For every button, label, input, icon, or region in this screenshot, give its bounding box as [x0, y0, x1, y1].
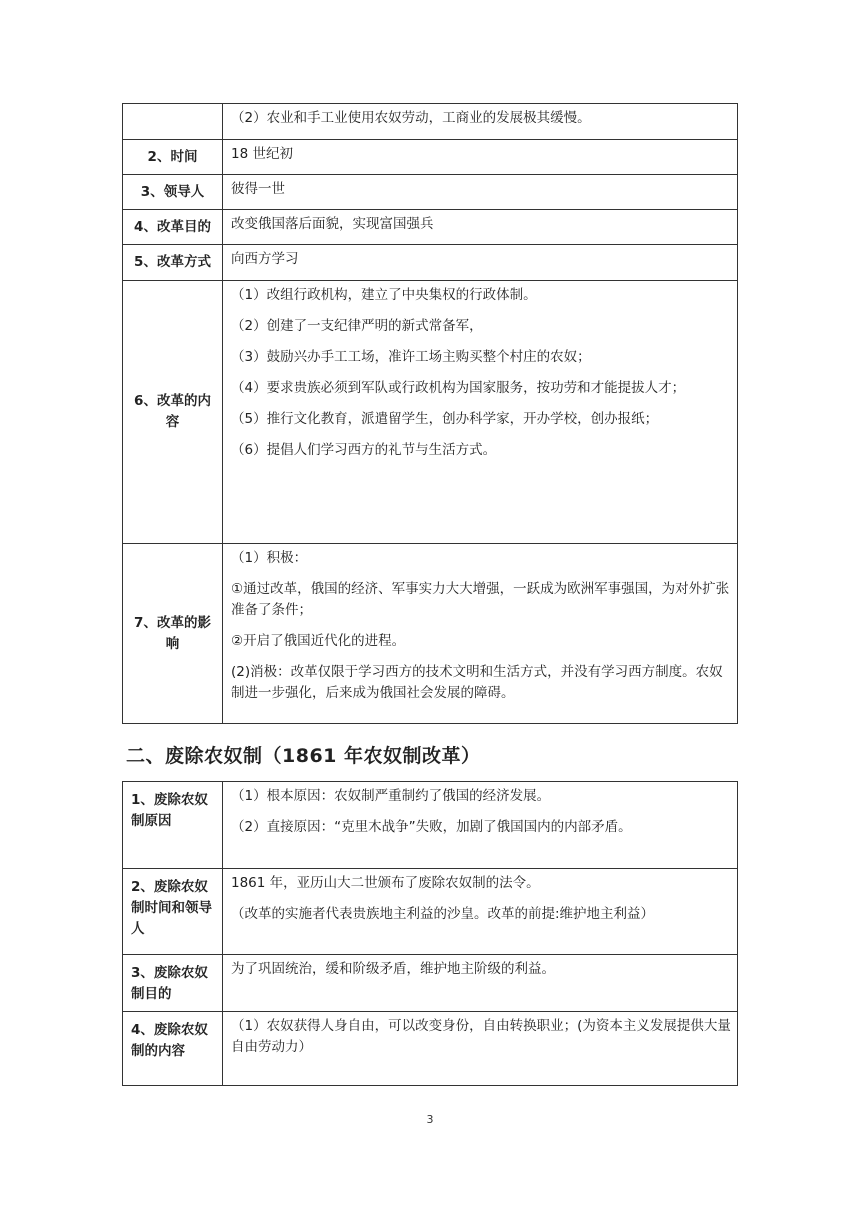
- content-line: （4）要求贵族必须到军队或行政机构为国家服务，按功劳和才能提拔人才；: [231, 380, 686, 396]
- row-content: [223, 140, 738, 175]
- content-line: （5）推行文化教育，派遣留学生，创办科学家，开办学校，创办报纸；: [231, 411, 659, 427]
- content-line: （6）提倡人们学习西方的礼节与生活方式。: [231, 442, 497, 458]
- row-label: 4、废除农奴制的内容: [123, 1012, 223, 1086]
- content-line: （2）农业和手工业使用农奴劳动，工商业的发展极其缓慢。: [231, 110, 591, 126]
- page-number: 3: [426, 1113, 434, 1126]
- row-content: [223, 955, 738, 1012]
- section-title: 二、废除农奴制（1861 年农奴制改革）: [126, 745, 481, 767]
- row-content: [223, 104, 738, 140]
- row-label: 7、改革的影响: [123, 544, 223, 724]
- reform-table-peter: [122, 103, 738, 724]
- content-line: 18 世纪初: [231, 146, 293, 162]
- reform-table-serfdom: [122, 781, 738, 1086]
- row-content: [223, 1012, 738, 1086]
- content-line: （2）直接原因：“克里木战争”失败，加剧了俄国国内的内部矛盾。: [231, 819, 632, 835]
- table-row: [123, 245, 738, 281]
- row-content: [223, 782, 738, 869]
- table-row: [123, 544, 738, 724]
- table-row: [123, 782, 738, 869]
- row-label: 1、废除农奴制原因: [123, 782, 223, 869]
- content-line: ①通过改革，俄国的经济、军事实力大大增强，一跃成为欧洲军事强国，为对外扩张准备了条件；: [231, 581, 730, 618]
- table-row: [123, 955, 738, 1012]
- row-label: 4、改革目的: [123, 210, 223, 245]
- content-line: 向西方学习: [231, 251, 299, 267]
- table-row: [123, 869, 738, 955]
- row-label: 5、改革方式: [123, 245, 223, 281]
- row-content: [223, 544, 738, 724]
- row-content: [223, 210, 738, 245]
- content-line: (2)消极：改革仅限于学习西方的技术文明和生活方式，并没有学习西方制度。农奴制进一步强化，后来成为俄国社会发展的障碍。: [231, 664, 723, 701]
- table-row: [123, 281, 738, 544]
- content-line: 为了巩固统治，缓和阶级矛盾，维护地主阶级的利益。: [231, 961, 555, 977]
- row-label: 3、废除农奴制目的: [123, 955, 223, 1012]
- row-label: 6、改革的内容: [123, 281, 223, 544]
- content-line: （2）创建了一支纪律严明的新式常备军，: [231, 318, 483, 334]
- content-line: （改革的实施者代表贵族地主利益的沙皇。改革的前提:维护地主利益）: [231, 906, 655, 922]
- table-row: [123, 140, 738, 175]
- content-line: 改变俄国落后面貌，实现富国强兵: [231, 216, 434, 232]
- row-content: [223, 869, 738, 955]
- row-content: [223, 245, 738, 281]
- row-label: 2、废除农奴制时间和领导人: [123, 869, 223, 955]
- table-row: [123, 210, 738, 245]
- content-line: （1）积极：: [231, 550, 308, 566]
- content-line: （1）改组行政机构，建立了中央集权的行政体制。: [231, 287, 537, 303]
- table-row: [123, 1012, 738, 1086]
- content-line: ②开启了俄国近代化的进程。: [231, 633, 406, 649]
- content-line: 彼得一世: [231, 181, 285, 197]
- row-content: [223, 175, 738, 210]
- content-line: （3）鼓励兴办手工工场，准许工场主购买整个村庄的农奴；: [231, 349, 591, 365]
- row-label: [123, 104, 223, 140]
- row-label: 2、时间: [123, 140, 223, 175]
- table-row: [123, 175, 738, 210]
- content-line: （1）农奴获得人身自由，可以改变身份，自由转换职业；(为资本主义发展提供大量自由劳动力）: [231, 1018, 731, 1055]
- content-line: （1）根本原因：农奴制严重制约了俄国的经济发展。: [231, 788, 551, 804]
- table-row: [123, 104, 738, 140]
- row-content: [223, 281, 738, 544]
- row-label: 3、领导人: [123, 175, 223, 210]
- content-line: 1861 年，亚历山大二世颁布了废除农奴制的法令。: [231, 875, 540, 891]
